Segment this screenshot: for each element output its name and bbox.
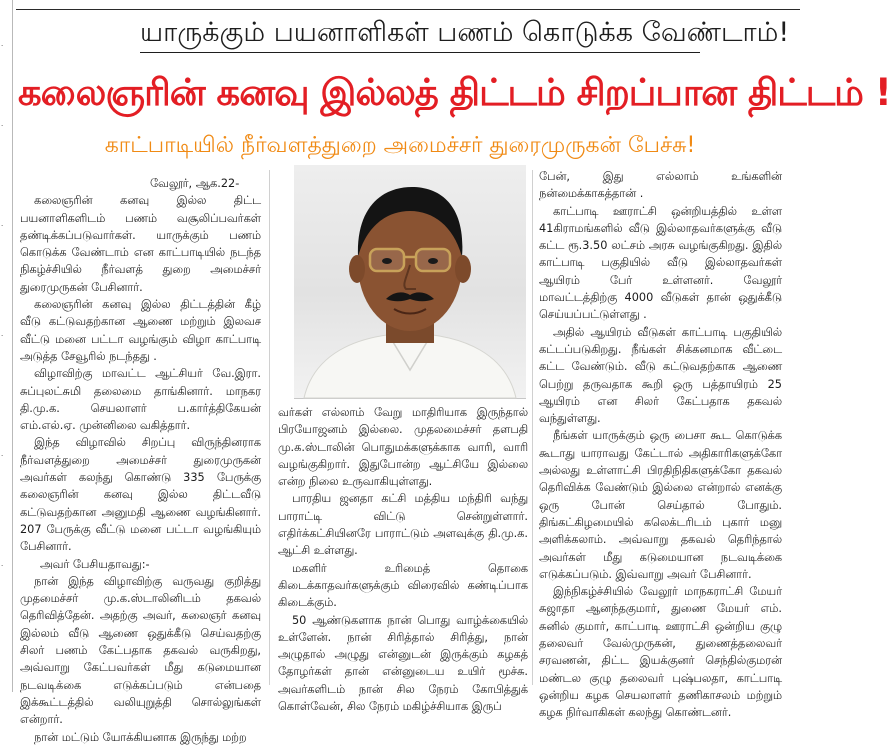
paragraph: நான் இந்த விழாவிற்கு வருவது குறித்து முதமைச்சர் மு.க.ஸ்டாலினிடம் தகவல் தெரிவித்தேன். அதற்கு அவர், கலைஞர் கனவு இல்லம் வீடு ஆணை ஒதுக்கீடு செய்வதற்கு சிலர் பணம் கேட்பதாக தகவல் வருகிறது, அவ்வாறு கேட்பவர்கள் மீது கடுமையான நடவடிக்கை எடுக்கப்படும் என்பதை இக்கூட்டத்தில் வலியுறுத்தி சொல்லுங்கள் என்றார். [20, 574, 261, 727]
paragraph: விழாவிற்கு மாவட்ட ஆட்சியர் வே.இரா. சுப்புலட்சுமி தலைமை தாங்கினார். மாநகர தி.மு.க. செயலாளர் ப.கார்த்திகேயன் எம்.எல்.ஏ. முன்னிலை வகித்தார். [20, 367, 261, 433]
paragraph: 50 ஆண்டுகளாக நான் பொது வாழ்க்கையில் உள்ளேன். நான் சிரித்தால் சிரித்து, நான் அழுதால் அழுது என்னுடன் இருக்கும் கழகத் தோழர்கள் தான் என்னுடைய உயிர் மூச்சு. அவர்களிடம் நான் சில நேரம் கோபித்துக் கொள்வேன், சில நேரம் மகிழ்ச்சியாக இருப் [278, 613, 528, 714]
speech-subheading: அவர் பேசியதாவது:- [40, 557, 150, 571]
right-ear [455, 255, 471, 283]
paragraph: பேன், இது எல்லாம் உங்களின் நன்மைக்காகத்தான் . [539, 170, 782, 201]
article-column-2 [278, 404, 528, 714]
column-separator [532, 170, 533, 685]
paragraph: கலைஞரின் கனவு இல்ல திட்ட பயனாளிகளிடம் பணம் வசூலிப்பவர்கள் தண்டிக்கப்படுவார்கள். யாருக்கும் பணம் கொடுக்க வேண்டாம் என காட்பாடியில் நடந்த நிகழ்ச்சியில் நீர்வளத் துறை அமைச்சர் துரைமுருகன் பேசினார். [20, 194, 261, 294]
paragraph: இந்த விழாவில் சிறப்பு விருந்தினராக நீர்வளத்துறை அமைச்சர் துரைமுருகன் அவர்கள் கலந்து கொண்டு 335 பேருக்கு கலைஞரின் கனவு இல்ல திட்டவீடு கட்டுவதற்கான அனுமதி ஆணை வழங்கினார். 207 பேருக்கு வீட்டு மனை பட்டா வழங்கியும் பேசினார். [20, 436, 261, 554]
sub-headline: காட்பாடியில் நீர்வளத்துறை அமைச்சர் துரைமுருகன் பேச்சு! [104, 133, 696, 158]
portrait-illustration [294, 165, 526, 398]
dateline: வேலூர், ஆக.22- [150, 177, 240, 190]
paragraph: கலைஞரின் கனவு இல்ல திட்டத்தின் கீழ் வீடு கட்டுவதற்கான ஆணை மற்றும் இலவச வீட்டு மனை பட்டா வழங்கும் விழா காட்பாடி அடுத்த சேவூரில் நடந்தது . [20, 298, 261, 363]
paragraph: பாரதிய ஜனதா கட்சி மத்திய மந்திரி வந்து பாராட்டி விட்டு சென்றுள்ளார். எதிர்க்கட்சியினரே பாராட்டும் அளவுக்கு தி.மு.க. ஆட்சி உள்ளது. [278, 492, 528, 558]
article-column-3 [539, 168, 782, 720]
paragraph: நான் மட்டும் யோக்கியனாக இருந்து மற்ற [34, 730, 247, 744]
paragraph: மகளிர் உரிமைத் தொகை கிடைக்காதவர்களுக்கும் விரைவில் கண்டிப்பாக கிடைக்கும். [278, 561, 528, 610]
left-eye [382, 258, 392, 264]
adjacent-column-edge: . . . . . . [0, 0, 13, 692]
paragraph: இந்நிகழ்ச்சியில் வேலூர் மாநகராட்சி மேயர் சுஜாதா ஆனந்தகுமார், துணை மேயர் எம். சுனில் குமார், காட்பாடி ஊராட்சி ஒன்றிய குழு தலைவர் வேல்முருகன், துணைத்தலைவர் சரவணன், திட்ட இயக்குனர் செந்தில்குமரன் மண்டல குழு தலைவர் புஷ்பலதா, காட்பாடி ஒன்றிய கழக செயலாளர் தணிகாசலம் மற்றும் கழக நிர்வாகிகள் கலந்து கொண்டனர். [539, 585, 782, 720]
column-separator [269, 170, 270, 685]
paragraph: காட்பாடி ஊராட்சி ஒன்றியத்தில் உள்ள 41கிராமங்களில் வீடு இல்லாதவர்களுக்கு வீடு கட்ட ரூ.3.50 லட்சம் அரசு வழங்குகிறது. இதில் காட்பாடி பகுதியில் வீடு இல்லாதவர்கள் ஆயிரம் பேர் உள்ளனர். வேலூர் மாவட்டத்திற்கு 4000 வீடுகள் தான் ஒதுக்கீடு செய்யப்பட்டுள்ளது . [539, 204, 782, 322]
article-column-1 [20, 175, 261, 744]
left-ear [349, 255, 365, 283]
minister-photo [294, 165, 526, 399]
paragraph: நீங்கள் யாருக்கும் ஒரு பைசா கூட கொடுக்க கூடாது யாராவது கேட்டால் அதிகாரிகளுக்கோ அல்லது உள்ளாட்சி பிரதிநிதிகளுக்கோ தகவல் தெரிவிக்க வேண்டும் இல்லை என்றால் எனக்கு ஒரு போன் செய்தால் போதும். திங்கட்கிழமையில் கலெக்டரிடம் புகார் மனு அளிக்கலாம். அவ்வாறு தகவல் தெரிந்தால் அவர்கள் மீது கடுமையான நடவடிக்கை எடுக்கப்படும். இவ்வாறு அவர் பேசினார். [539, 429, 782, 581]
kicker-underline [140, 52, 700, 53]
paragraph: அதில் ஆயிரம் வீடுகள் காட்பாடி பகுதியில் கட்டப்படுகிறது. நீங்கள் சிக்கனமாக வீட்டை கட்ட வேண்டும். வீடு கட்டுவதற்காக ஆணை பெற்று தருவதாக கூறி ஒரு பத்தாயிரம் 25 ஆயிரம் என சிலர் கேட்பதாக தகவல் வந்துள்ளது. [539, 325, 782, 426]
right-eye [428, 258, 438, 264]
paragraph: வர்கள் எல்லாம் வேறு மாதிரியாக இருந்தால் பிரயோஜனம் இல்லை. முதலமைச்சர் தளபதி மு.க.ஸ்டாலின் பொதுமக்களுக்காக வாரி, வாரி வழங்குகிறார். இதுபோன்ற ஆட்சியே இல்லை என்ற நிலை உருவாகியுள்ளது. [278, 406, 528, 489]
top-border-rule [16, 0, 800, 10]
kicker-headline: யாருக்கும் பயனாளிகள் பணம் கொடுக்க வேண்டாம்! [140, 17, 790, 48]
main-headline: கலைஞரின் கனவு இல்லத் திட்டம் சிறப்பான திட்டம் ! [18, 71, 891, 114]
